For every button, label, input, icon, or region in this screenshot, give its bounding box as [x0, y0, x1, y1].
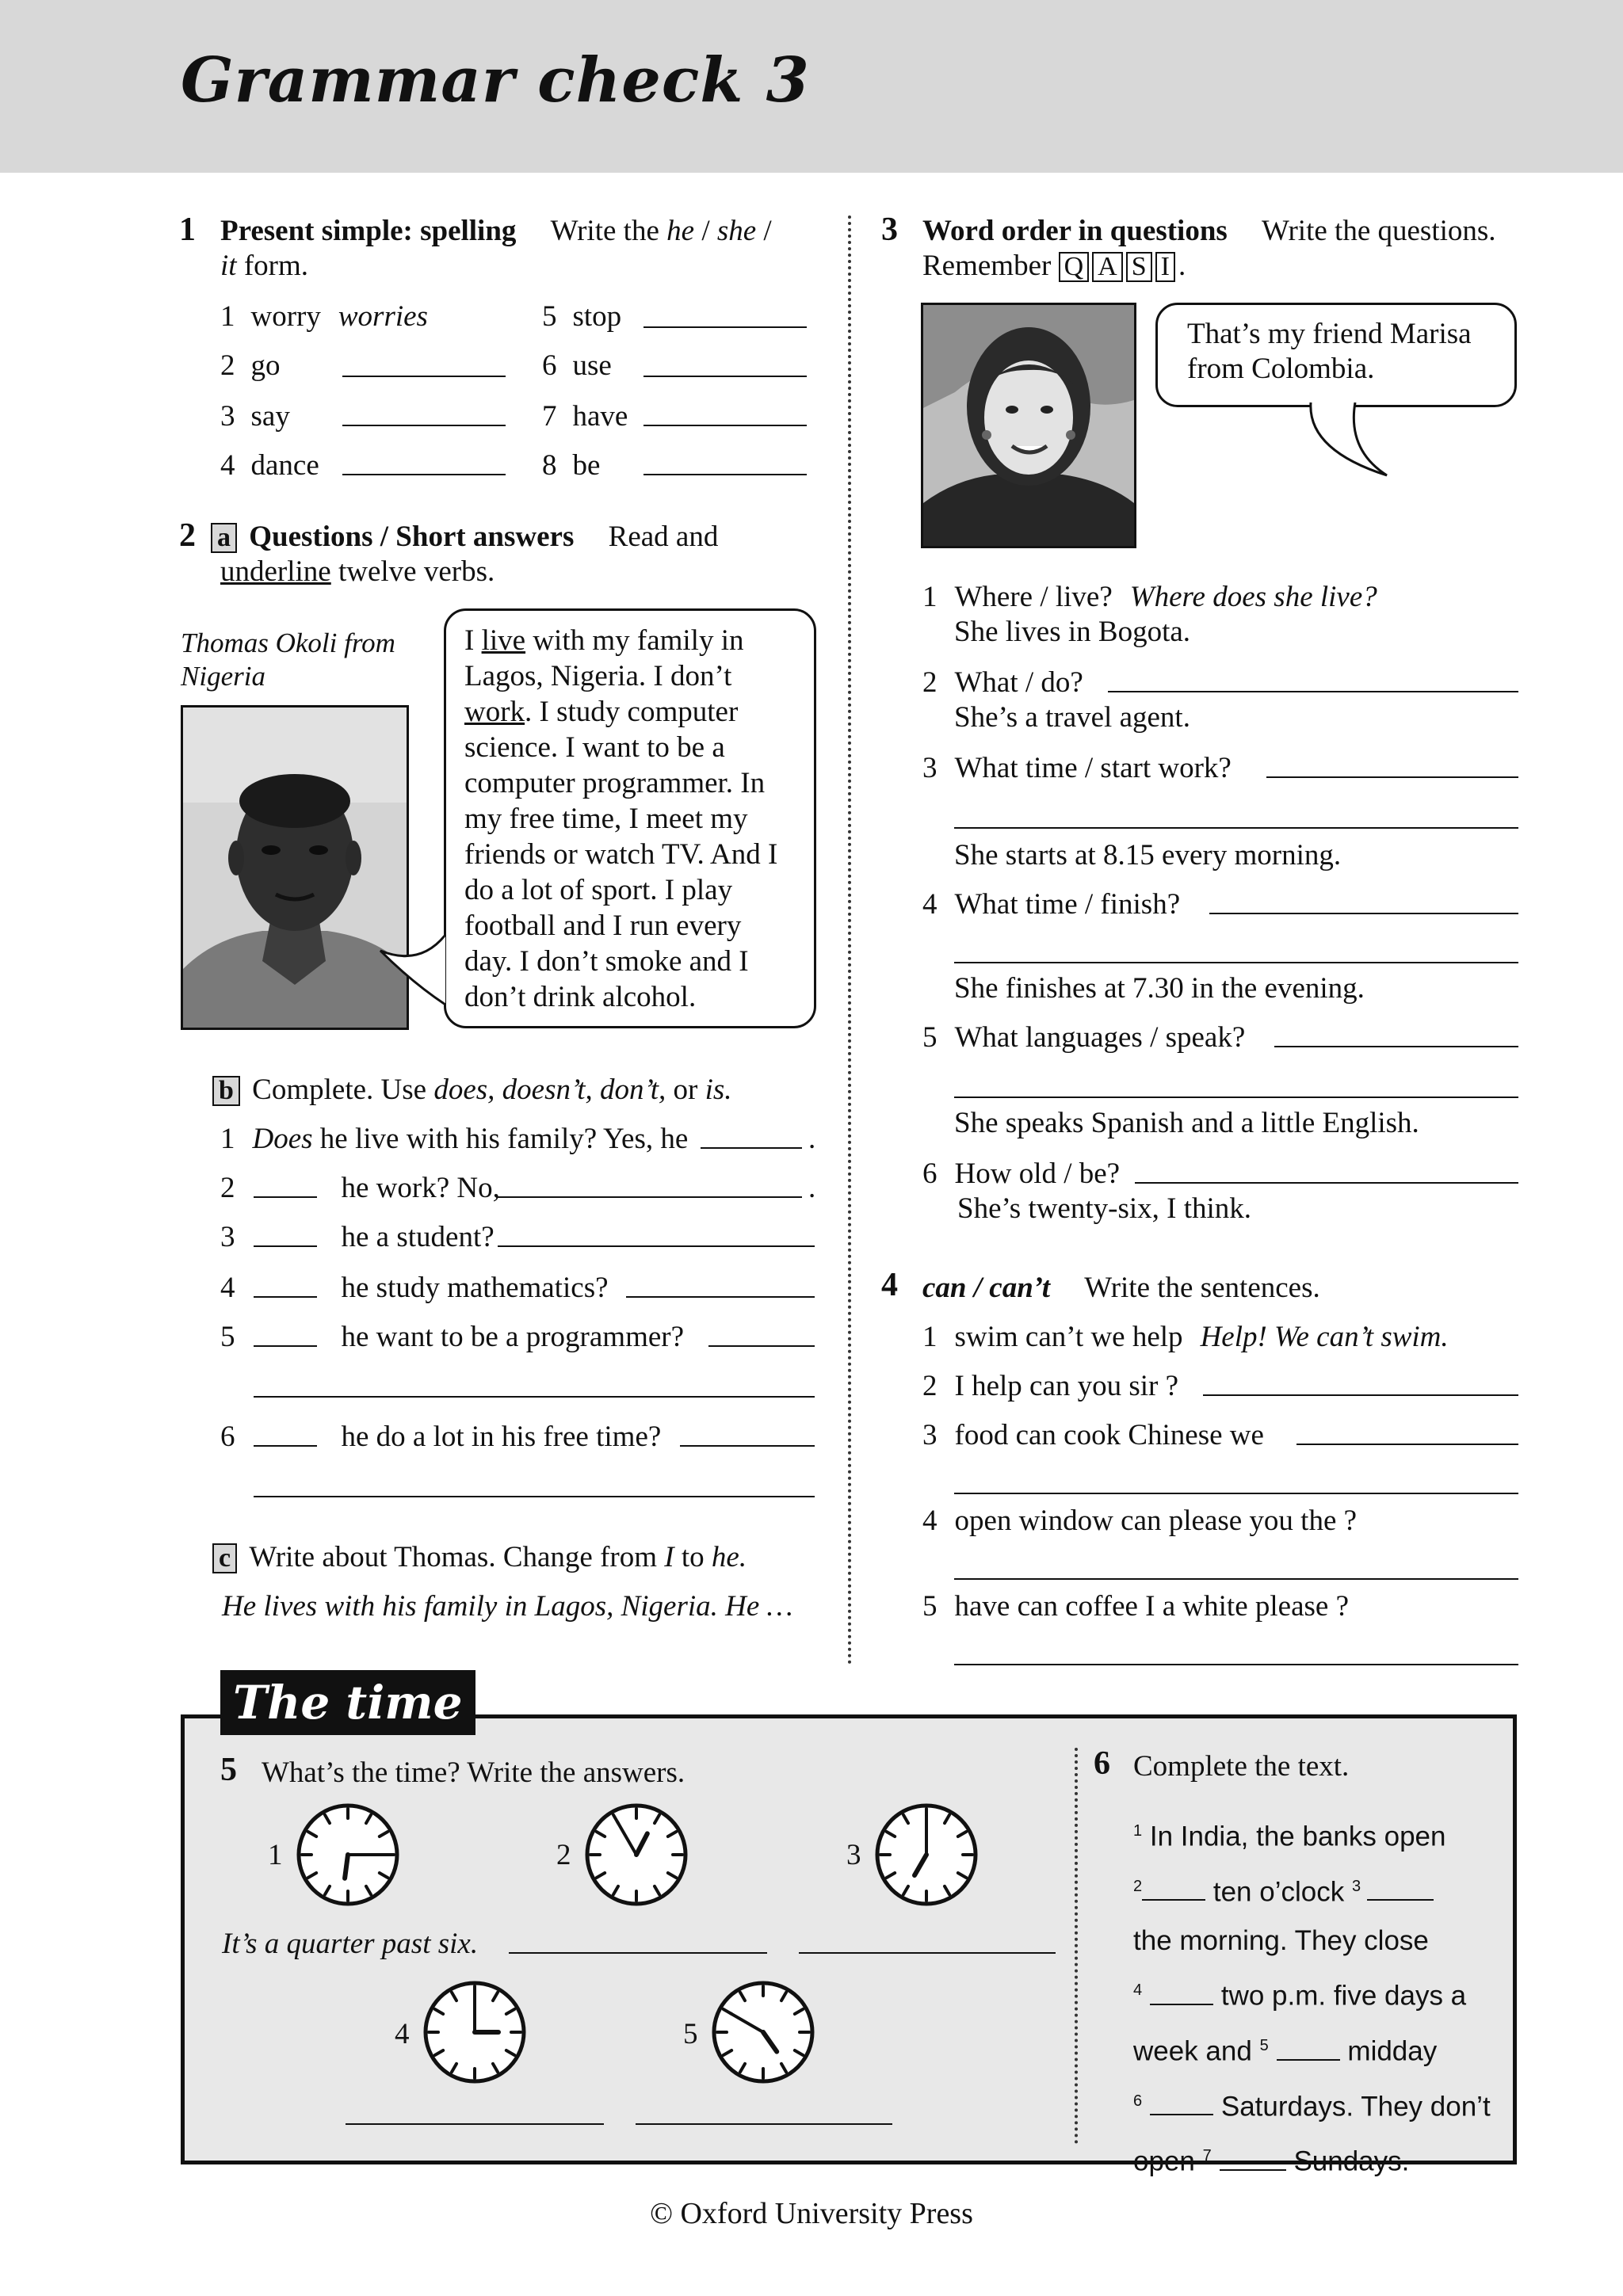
- ex4-heading: [922, 1271, 1320, 1306]
- ex4-instruction: Write the sentences.: [1084, 1272, 1320, 1304]
- photo-caption: Thomas Okoli from: [181, 627, 395, 658]
- answer-line[interactable]: [643, 376, 807, 377]
- answer-line[interactable]: [346, 2123, 604, 2125]
- answer-line[interactable]: [1296, 1444, 1518, 1445]
- answer-line[interactable]: [342, 425, 506, 426]
- ex1-title: Present simple: spelling: [220, 215, 517, 247]
- clock-hour-hand: [345, 1855, 348, 1878]
- ex1-item: 2 go: [220, 349, 281, 382]
- ex1-she: she: [716, 215, 757, 247]
- answer-line[interactable]: [254, 1296, 317, 1298]
- ex1-form: form.: [236, 250, 308, 282]
- full-stop: .: [808, 1123, 816, 1155]
- ex2b-heading: b Complete. Use does, doesn’t, don’t, or is.: [212, 1073, 732, 1108]
- answer-line[interactable]: [1266, 776, 1518, 778]
- ex2b-item: 5 he want to be a programmer?: [220, 1321, 685, 1353]
- speech-bubble-tail: [1300, 402, 1395, 479]
- answer-line[interactable]: [1203, 1394, 1518, 1396]
- ex2b-item: 3 he a student?: [220, 1221, 495, 1253]
- portrait-image: [923, 305, 1134, 546]
- ex1-item: 4 dance: [220, 449, 319, 482]
- qasi-box: I: [1155, 252, 1175, 282]
- the-time-tab: The time: [220, 1670, 475, 1735]
- ex2a-instruction-line2: underline twelve verbs.: [220, 555, 495, 588]
- part-a-label: a: [211, 523, 237, 553]
- qasi-box: S: [1126, 252, 1152, 282]
- ex1-instruction: Write the: [550, 215, 667, 247]
- answer-line[interactable]: [954, 1578, 1518, 1580]
- column-divider: [848, 215, 851, 1665]
- clock-face: [710, 1979, 816, 2085]
- ex4-item: 2 I help can you sir ?: [922, 1370, 1179, 1402]
- answer-line[interactable]: [954, 1664, 1518, 1665]
- clock-face: [295, 1802, 401, 1908]
- ex2a-instruction: Read and: [608, 521, 719, 553]
- gap-blank[interactable]: [1150, 2090, 1213, 2115]
- ex3-answer: She’s a travel agent.: [954, 701, 1190, 734]
- ex3-answer: She starts at 8.15 every morning.: [954, 839, 1342, 871]
- ex1-heading-line2: [220, 249, 308, 284]
- qasi-box: Q: [1059, 252, 1090, 282]
- answer-line[interactable]: [254, 1396, 815, 1398]
- gap-blank[interactable]: [1220, 2145, 1286, 2171]
- ex5-number: 5: [220, 1752, 237, 1788]
- answer-line[interactable]: [254, 1345, 317, 1347]
- answer-line[interactable]: [342, 474, 506, 475]
- ex1-item: 8 be: [542, 449, 601, 482]
- ex1-item: 5 stop: [542, 300, 622, 333]
- clock-face: [422, 1979, 528, 2085]
- marisa-photo: [921, 303, 1136, 548]
- ex3-item: 4 What time / finish?: [922, 888, 1181, 921]
- ex1-item: 3 say: [220, 400, 290, 433]
- answer-line[interactable]: [799, 1952, 1056, 1954]
- ex3-item: 2 What / do?: [922, 666, 1083, 699]
- answer-line[interactable]: [708, 1345, 815, 1347]
- answer-line[interactable]: [954, 1493, 1518, 1494]
- answer-line[interactable]: [498, 1245, 815, 1247]
- ex4-item: 1 swim can’t we help Help! We can’t swim.: [922, 1321, 1449, 1353]
- answer-line[interactable]: [1135, 1182, 1518, 1184]
- answer-line[interactable]: [954, 827, 1518, 829]
- ex1-item: 7 have: [542, 400, 628, 433]
- ex2c-example: He lives with his family in Lagos, Nigeria. He …: [222, 1590, 793, 1623]
- thomas-text: I live with my family in Lagos, Nigeria. I don’t work. I study computer science. I want to be a computer programmer. In my free time, I meet my friends or watch TV. And I do a lot of sport. I play football and I run every day. I don’t smoke and I don’t drink alcohol.: [464, 624, 778, 1013]
- ex1-item: 1 worry worries: [220, 300, 428, 333]
- ex6-text: $^1$ In India, the banks open $^2$ ten o’clock $^3$ the morning. They close $^4$ two p.m. five days a week and $^5$ midday $^6$ Saturdays. They don’t open $^7$ Sundays.: [1133, 1821, 1491, 2177]
- copyright-footer: © Oxford University Press: [650, 2197, 973, 2230]
- ex4-title: can / can’t: [922, 1272, 1051, 1304]
- ex2c-heading: c Write about Thomas. Change from I to he.: [212, 1540, 747, 1575]
- answer-line[interactable]: [1209, 913, 1518, 914]
- clock-number: 4: [395, 2018, 410, 2050]
- answer-line[interactable]: [680, 1445, 815, 1447]
- ex2a-heading: [211, 520, 718, 555]
- ex3-remember: Remember Q A S I .: [922, 250, 1186, 282]
- full-stop: .: [808, 1172, 816, 1204]
- ex4-item: 4 open window can please you the ?: [922, 1505, 1358, 1537]
- ex1-number: 1: [179, 212, 196, 248]
- answer-line[interactable]: [626, 1296, 815, 1298]
- ex3-answer: She finishes at 7.30 in the evening.: [954, 972, 1365, 1005]
- answer-line[interactable]: [509, 1952, 767, 1954]
- answer-line[interactable]: [643, 425, 807, 426]
- answer-line[interactable]: [636, 2123, 892, 2125]
- answer-line[interactable]: [954, 1097, 1518, 1098]
- ex5-instruction: What’s the time? Write the answers.: [262, 1756, 685, 1789]
- answer-line[interactable]: [1108, 691, 1518, 692]
- answer-line[interactable]: [643, 474, 807, 475]
- ex3-answer: She lives in Bogota.: [954, 616, 1191, 648]
- clock-number: 2: [556, 1839, 571, 1871]
- ex1-example-answer: worries: [338, 300, 428, 333]
- answer-line[interactable]: [254, 1496, 815, 1497]
- ex3-item: 1 Where / live? Where does she live?: [922, 581, 1377, 613]
- answer-line[interactable]: [498, 1196, 802, 1198]
- gap-blank[interactable]: [1367, 1875, 1434, 1901]
- ex2-number: 2: [179, 517, 196, 554]
- ex3-item: 5 What languages / speak?: [922, 1021, 1246, 1054]
- clock-number: 1: [268, 1839, 283, 1871]
- photo-caption: Nigeria: [181, 661, 265, 692]
- speech-bubble-tail: [372, 935, 452, 1014]
- answer-line[interactable]: [954, 962, 1518, 963]
- ex3-answer: She’s twenty-six, I think.: [957, 1192, 1252, 1225]
- answer-line[interactable]: [254, 1196, 317, 1198]
- clock-number: 5: [683, 2018, 698, 2050]
- page-title: Grammar check 3: [181, 44, 810, 116]
- clock-face: [873, 1802, 980, 1908]
- ex3-number: 3: [881, 212, 898, 248]
- ex6-number: 6: [1094, 1745, 1110, 1782]
- ex3-title: Word order in questions: [922, 215, 1228, 247]
- ex2b-item: 2 he work? No,: [220, 1172, 500, 1204]
- ex2b-item: 6 he do a lot in his free time?: [220, 1421, 662, 1453]
- ex3-heading: [922, 214, 1496, 249]
- answer-line[interactable]: [342, 376, 506, 377]
- ex2a-title: Questions / Short answers: [249, 521, 575, 553]
- ex4-item: 3 food can cook Chinese we: [922, 1419, 1264, 1451]
- part-b-label: b: [212, 1076, 240, 1106]
- clock-face: [583, 1802, 689, 1908]
- time-panel-divider: [1075, 1748, 1078, 2144]
- answer-line[interactable]: [643, 326, 807, 328]
- clock-number: 3: [846, 1839, 861, 1871]
- answer-line[interactable]: [1274, 1046, 1518, 1047]
- ex3-instruction: Write the questions.: [1262, 215, 1496, 247]
- answer-line[interactable]: [254, 1245, 317, 1247]
- gap-blank[interactable]: [1150, 1980, 1213, 2005]
- ex2b-item: 4 he study mathematics?: [220, 1272, 609, 1304]
- ex4-number: 4: [881, 1267, 898, 1303]
- ex5-example-answer: It’s a quarter past six.: [222, 1928, 479, 1960]
- ex1-it: it: [220, 250, 237, 282]
- ex1-item: 6 use: [542, 349, 612, 382]
- ex1-he: he: [666, 215, 695, 247]
- answer-line[interactable]: [254, 1445, 317, 1447]
- ex4-item: 5 have can coffee I a white please ?: [922, 1590, 1349, 1623]
- ex1-heading: Present simple: spelling Write the he / she /: [220, 215, 772, 247]
- gap-blank[interactable]: [1142, 1875, 1205, 1901]
- ex3-item: 3 What time / start work?: [922, 752, 1232, 784]
- ex2b-item: 1 Does he live with his family? Yes, he: [220, 1123, 689, 1155]
- ex3-answer: She speaks Spanish and a little English.: [954, 1107, 1419, 1139]
- ex6-instruction: Complete the text.: [1133, 1750, 1350, 1783]
- qasi-box: A: [1092, 252, 1123, 282]
- answer-line[interactable]: [701, 1147, 802, 1149]
- marisa-text: That’s my friend Marisa from Colombia.: [1187, 318, 1472, 385]
- part-c-label: c: [212, 1543, 237, 1573]
- ex3-item: 6 How old / be?: [922, 1158, 1121, 1190]
- gap-blank[interactable]: [1277, 2035, 1340, 2061]
